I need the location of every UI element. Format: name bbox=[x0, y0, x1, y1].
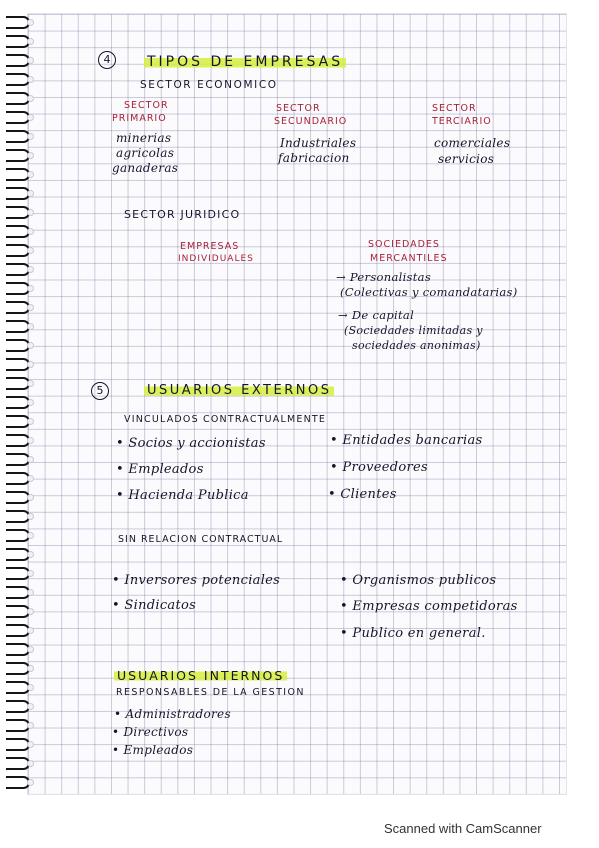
spiral-ring-icon bbox=[6, 548, 36, 560]
individual-label-1: EMPRESAS bbox=[180, 241, 240, 252]
primary-item: minerias bbox=[116, 131, 172, 145]
spiral-ring-icon bbox=[6, 643, 36, 655]
spiral-ring-icon bbox=[6, 605, 36, 617]
capital-detail-1: (Sociedades limitadas y bbox=[344, 324, 483, 337]
spiral-ring-icon bbox=[6, 111, 36, 123]
spiral-ring-icon bbox=[6, 149, 36, 161]
capital-item: → De capital bbox=[338, 308, 415, 322]
spiral-binding bbox=[2, 14, 42, 794]
spiral-ring-icon bbox=[6, 681, 36, 693]
secondary-sector-label-1: SECTOR bbox=[276, 103, 321, 114]
tertiary-sector-label-1: SECTOR bbox=[432, 103, 477, 114]
capital-detail-2: sociedades anonimas) bbox=[352, 339, 481, 352]
noncontractual-left-item: • Inversores potenciales bbox=[112, 573, 281, 588]
contractual-right-item: • Proveedores bbox=[330, 460, 428, 475]
internal-item: • Administradores bbox=[114, 707, 231, 721]
spiral-ring-icon bbox=[6, 339, 36, 351]
economic-sector-heading: SECTOR ECONOMICO bbox=[140, 79, 278, 91]
spiral-ring-icon bbox=[6, 206, 36, 218]
noncontractual-right-item: • Publico en general. bbox=[340, 626, 486, 641]
contractual-heading: VINCULADOS CONTRACTUALMENTE bbox=[124, 414, 327, 425]
spiral-ring-icon bbox=[6, 529, 36, 541]
mercantile-label-2: MERCANTILES bbox=[370, 253, 448, 264]
spiral-ring-icon bbox=[6, 700, 36, 712]
primary-item: ganaderas bbox=[112, 161, 179, 175]
spiral-ring-icon bbox=[6, 358, 36, 370]
noncontractual-right-item: • Empresas competidoras bbox=[340, 599, 518, 614]
internal-item: • Empleados bbox=[112, 743, 194, 757]
juridic-sector-heading: SECTOR JURIDICO bbox=[124, 208, 241, 221]
spiral-ring-icon bbox=[6, 453, 36, 465]
primary-sector-label-1: SECTOR bbox=[124, 100, 169, 111]
section-number-5: 5 bbox=[91, 382, 109, 400]
spiral-ring-icon bbox=[6, 168, 36, 180]
contractual-right-item: • Clientes bbox=[328, 487, 397, 502]
noncontractual-heading: SIN RELACION CONTRACTUAL bbox=[118, 534, 284, 545]
contractual-left-item: • Hacienda Publica bbox=[116, 488, 249, 503]
contractual-left-item: • Empleados bbox=[116, 462, 204, 477]
spiral-ring-icon bbox=[6, 35, 36, 47]
personalist-detail: (Colectivas y comandatarias) bbox=[340, 285, 518, 299]
spiral-ring-icon bbox=[6, 244, 36, 256]
spiral-ring-icon bbox=[6, 225, 36, 237]
contractual-right-item: • Entidades bancarias bbox=[330, 433, 483, 448]
secondary-item: fabricacion bbox=[278, 151, 350, 165]
primary-item: agricolas bbox=[116, 146, 175, 160]
spiral-ring-icon bbox=[6, 624, 36, 636]
spiral-ring-icon bbox=[6, 662, 36, 674]
spiral-ring-icon bbox=[6, 301, 36, 313]
scanner-watermark: Scanned with CamScanner bbox=[384, 821, 542, 836]
spiral-ring-icon bbox=[6, 282, 36, 294]
tertiary-item: comerciales bbox=[434, 136, 511, 150]
spiral-ring-icon bbox=[6, 54, 36, 66]
spiral-ring-icon bbox=[6, 396, 36, 408]
section-4-title: TIPOS DE EMPRESAS bbox=[144, 55, 346, 69]
noncontractual-left-item: • Sindicatos bbox=[112, 598, 197, 613]
internal-users-title: USUARIOS INTERNOS bbox=[114, 670, 287, 683]
spiral-ring-icon bbox=[6, 92, 36, 104]
section-5-title: USUARIOS EXTERNOS bbox=[144, 384, 334, 397]
noncontractual-right-item: • Organismos publicos bbox=[340, 573, 497, 588]
spiral-ring-icon bbox=[6, 263, 36, 275]
spiral-ring-icon bbox=[6, 757, 36, 769]
section-number-4: 4 bbox=[98, 51, 116, 69]
personalist-item: → Personalistas bbox=[336, 270, 432, 284]
spiral-ring-icon bbox=[6, 415, 36, 427]
contractual-left-item: • Socios y accionistas bbox=[116, 436, 266, 451]
spiral-ring-icon bbox=[6, 320, 36, 332]
internal-users-heading: RESPONSABLES DE LA GESTION bbox=[116, 687, 305, 698]
spiral-ring-icon bbox=[6, 434, 36, 446]
spiral-ring-icon bbox=[6, 719, 36, 731]
secondary-sector-label-2: SECUNDARIO bbox=[274, 116, 348, 127]
primary-sector-label-2: PRIMARIO bbox=[112, 113, 167, 124]
spiral-ring-icon bbox=[6, 510, 36, 522]
notebook-page bbox=[28, 14, 566, 794]
spiral-ring-icon bbox=[6, 377, 36, 389]
spiral-ring-icon bbox=[6, 567, 36, 579]
tertiary-item: servicios bbox=[438, 152, 495, 166]
individual-label-2: INDIVIDUALES bbox=[178, 254, 254, 264]
secondary-item: Industriales bbox=[280, 136, 357, 150]
spiral-ring-icon bbox=[6, 586, 36, 598]
spiral-ring-icon bbox=[6, 738, 36, 750]
spiral-ring-icon bbox=[6, 130, 36, 142]
spiral-ring-icon bbox=[6, 187, 36, 199]
internal-item: • Directivos bbox=[112, 725, 189, 739]
spiral-ring-icon bbox=[6, 776, 36, 788]
spiral-ring-icon bbox=[6, 491, 36, 503]
spiral-ring-icon bbox=[6, 73, 36, 85]
spiral-ring-icon bbox=[6, 472, 36, 484]
tertiary-sector-label-2: TERCIARIO bbox=[432, 116, 492, 127]
spiral-ring-icon bbox=[6, 16, 36, 28]
mercantile-label-1: SOCIEDADES bbox=[368, 239, 440, 250]
